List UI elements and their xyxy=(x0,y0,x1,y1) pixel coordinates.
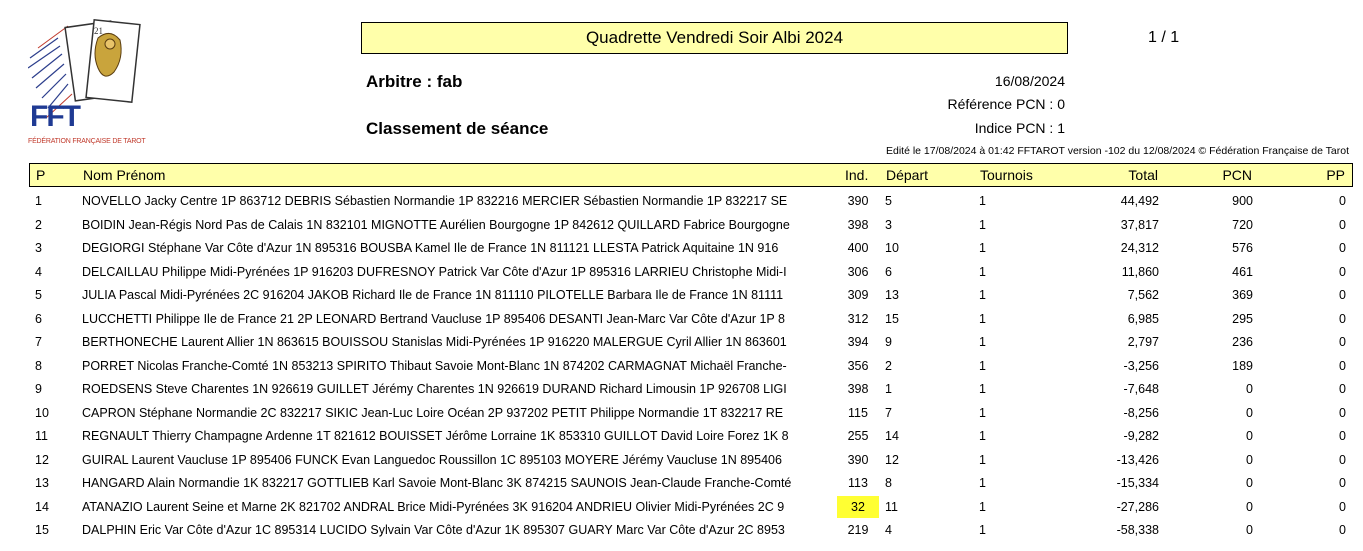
cell-rank: 1 xyxy=(35,194,42,208)
cell-indice: 219 xyxy=(847,523,869,537)
cell-tournois: 1 xyxy=(979,358,986,373)
cell-rank: 2 xyxy=(35,217,42,232)
cell-total: -3,256 xyxy=(1123,358,1159,373)
cell-rank: 15 xyxy=(35,523,49,537)
cell-indice: 390 xyxy=(847,452,869,467)
cell-rank: 12 xyxy=(35,452,49,467)
svg-text:21: 21 xyxy=(94,26,103,36)
cell-pcn: 295 xyxy=(1232,311,1253,326)
cell-tournois: 1 xyxy=(979,217,986,232)
cell-rank: 5 xyxy=(35,288,42,302)
cell-tournois: 1 xyxy=(979,452,986,467)
cell-pp: 0 xyxy=(1339,217,1346,232)
cell-team: DELCAILLAU Philippe Midi-Pyrénées 1P 916203 DUFRESNOY Patrick Var Côte d'Azur 1P 895316 LARRIEU Christophe Midi-I xyxy=(82,264,787,279)
cell-pp: 0 xyxy=(1339,429,1346,443)
col-header-p: P xyxy=(36,167,46,183)
cell-pp: 0 xyxy=(1339,523,1346,537)
col-header-depart: Départ xyxy=(886,167,929,183)
cell-pp: 0 xyxy=(1339,311,1346,326)
cell-tournois: 1 xyxy=(979,288,986,302)
cell-pp: 0 xyxy=(1339,358,1346,373)
table-row xyxy=(29,402,1353,426)
cell-rank: 10 xyxy=(35,405,49,420)
col-header-tournois: Tournois xyxy=(980,167,1033,183)
cell-total: 7,562 xyxy=(1127,288,1159,302)
table-row xyxy=(29,190,1353,214)
cell-total: -7,648 xyxy=(1123,382,1159,396)
cell-tournois: 1 xyxy=(979,405,986,420)
cell-indice: 398 xyxy=(847,217,869,232)
cell-tournois: 1 xyxy=(979,499,986,514)
cell-rank: 3 xyxy=(35,241,42,255)
cell-team: DALPHIN Eric Var Côte d'Azur 1C 895314 LUCIDO Sylvain Var Côte d'Azur 1K 895307 GUARY Marc Var Côte d'Azur 2C 8953 xyxy=(82,523,785,537)
cell-tournois: 1 xyxy=(979,241,986,255)
cell-total: 2,797 xyxy=(1127,335,1159,349)
table-row xyxy=(29,425,1353,449)
table-row xyxy=(29,378,1353,402)
cell-tournois: 1 xyxy=(979,264,986,279)
cell-rank: 8 xyxy=(35,358,42,373)
cell-depart: 11 xyxy=(885,499,898,514)
cell-team: BERTHONECHE Laurent Allier 1N 863615 BOUISSOU Stanislas Midi-Pyrénées 1P 916220 MALERGUE Cyril Allier 1N 863601 xyxy=(82,335,787,349)
table-row xyxy=(29,214,1353,238)
cell-depart: 4 xyxy=(885,523,892,537)
cell-indice: 113 xyxy=(848,476,868,490)
cell-team: REGNAULT Thierry Champagne Ardenne 1T 821612 BOUISSET Jérôme Lorraine 1K 853310 GUILLOT David Loire Forez 1K 8 xyxy=(82,429,789,443)
cell-total: 11,860 xyxy=(1121,264,1159,279)
cell-team: PORRET Nicolas Franche-Comté 1N 853213 SPIRITO Thibaut Savoie Mont-Blanc 1N 874202 CARMAGNAT Michaël Franche- xyxy=(82,358,787,373)
cell-pcn: 720 xyxy=(1232,217,1253,232)
cell-total: 44,492 xyxy=(1120,194,1159,208)
cell-pcn: 0 xyxy=(1246,429,1253,443)
cell-pp: 0 xyxy=(1339,241,1346,255)
cell-pcn: 576 xyxy=(1232,241,1253,255)
table-row xyxy=(29,331,1353,355)
cell-tournois: 1 xyxy=(979,194,986,208)
cell-team: GUIRAL Laurent Vaucluse 1P 895406 FUNCK Evan Languedoc Roussillon 1C 895103 MOYERE Jérémy Vaucluse 1N 895406 xyxy=(82,452,782,467)
cell-pp: 0 xyxy=(1339,476,1346,490)
cell-pcn: 0 xyxy=(1246,476,1253,490)
cell-indice: 356 xyxy=(847,358,869,373)
cell-indice: 309 xyxy=(847,288,869,302)
cell-rank: 14 xyxy=(35,499,49,514)
session-date: 16/08/2024 xyxy=(994,73,1065,89)
table-row xyxy=(29,472,1353,496)
table-row xyxy=(29,237,1353,261)
edit-info: Edité le 17/08/2024 à 01:42 FFTAROT version -102 du 12/08/2024 © Fédération Française de Tarot xyxy=(885,145,1349,157)
fft-letters xyxy=(30,100,79,134)
cell-depart: 9 xyxy=(885,335,892,349)
cell-rank: 9 xyxy=(35,382,42,396)
cell-pp: 0 xyxy=(1339,382,1346,396)
cell-pp: 0 xyxy=(1339,452,1346,467)
reference-pcn: Référence PCN : 0 xyxy=(947,96,1065,112)
cell-depart: 13 xyxy=(885,288,899,302)
cell-tournois: 1 xyxy=(979,429,986,443)
cell-depart: 2 xyxy=(885,358,892,373)
cell-tournois: 1 xyxy=(979,311,986,326)
logo-caption: FÉDÉRATION FRANÇAISE DE TAROT xyxy=(28,138,146,145)
cell-pcn: 236 xyxy=(1232,335,1253,349)
col-header-ind: Ind. xyxy=(845,167,869,183)
cell-pp: 0 xyxy=(1339,499,1346,514)
cell-team: DEGIORGI Stéphane Var Côte d'Azur 1N 895316 BOUSBA Kamel Ile de France 1N 811121 LLESTA Patrick Aquitaine 1N 916 xyxy=(82,241,779,255)
cell-indice: 394 xyxy=(847,335,869,349)
cell-team: ROEDSENS Steve Charentes 1N 926619 GUILLET Jérémy Charentes 1N 926619 DURAND Richard Limousin 1P 926708 LIGI xyxy=(82,382,787,396)
cell-tournois: 1 xyxy=(979,476,986,490)
cell-depart: 7 xyxy=(885,405,892,420)
table-row xyxy=(29,355,1353,379)
cell-depart: 1 xyxy=(885,382,892,396)
arbitre-label: Arbitre : fab xyxy=(366,72,463,91)
cell-team: BOIDIN Jean-Régis Nord Pas de Calais 1N 832101 MIGNOTTE Aurélien Bourgogne 1P 842612 QUILLARD Fabrice Bourgogne xyxy=(82,217,790,232)
cell-total: 6,985 xyxy=(1127,311,1159,326)
col-header-pp: PP xyxy=(1326,167,1345,183)
cell-pcn: 189 xyxy=(1232,358,1253,373)
indice-pcn: Indice PCN : 1 xyxy=(974,120,1065,136)
cell-pp: 0 xyxy=(1339,264,1346,279)
cell-depart: 6 xyxy=(885,264,892,279)
col-header-nom: Nom Prénom xyxy=(83,167,166,183)
cell-team: LUCCHETTI Philippe Ile de France 21 2P LEONARD Bertrand Vaucluse 1P 895406 DESANTI Jean-Marc Var Côte d'Azur 1P 8 xyxy=(82,311,785,326)
table-row xyxy=(29,261,1353,285)
col-header-pcn: PCN xyxy=(1222,167,1252,183)
cell-pcn: 0 xyxy=(1246,523,1253,537)
col-header-total: Total xyxy=(1128,167,1158,183)
cell-rank: 7 xyxy=(35,335,42,349)
cell-indice: 312 xyxy=(847,311,869,326)
cell-tournois: 1 xyxy=(979,382,986,396)
cell-depart: 12 xyxy=(885,452,899,467)
table-row xyxy=(29,308,1353,332)
table-header xyxy=(29,163,1353,187)
cell-tournois: 1 xyxy=(979,523,986,537)
cell-depart: 10 xyxy=(885,241,899,255)
cell-pcn: 369 xyxy=(1232,288,1253,302)
fft-logo xyxy=(28,18,148,150)
cell-rank: 11 xyxy=(35,429,48,443)
cell-pp: 0 xyxy=(1339,194,1346,208)
cell-depart: 3 xyxy=(885,217,892,232)
cell-team: JULIA Pascal Midi-Pyrénées 2C 916204 JAKOB Richard Ile de France 1N 811110 PILOTELLE Barbara Ile de France 1N 81111 xyxy=(82,288,784,302)
cell-pcn: 0 xyxy=(1246,499,1253,514)
cell-team: HANGARD Alain Normandie 1K 832217 GOTTLIEB Karl Savoie Mont-Blanc 3K 874215 SAUNOIS Jean-Claude Franche-Comté xyxy=(82,476,792,490)
table-row xyxy=(29,496,1353,520)
cell-pp: 0 xyxy=(1339,405,1346,420)
cell-team: ATANAZIO Laurent Seine et Marne 2K 821702 ANDRAL Brice Midi-Pyrénées 3K 916204 ANDRIEU Olivier Midi-Pyrénées 2C 9 xyxy=(82,499,785,514)
table-row xyxy=(29,284,1353,308)
cell-indice: 390 xyxy=(847,194,869,208)
cell-total: -58,338 xyxy=(1116,523,1159,537)
cell-depart: 8 xyxy=(885,476,892,490)
cell-rank: 13 xyxy=(35,476,49,490)
cell-indice: 398 xyxy=(847,382,869,396)
cell-indice: 115 xyxy=(848,405,868,420)
cell-total: -27,286 xyxy=(1116,499,1159,514)
page-number: 1 / 1 xyxy=(1148,29,1180,46)
cell-depart: 5 xyxy=(885,194,892,208)
cell-indice: 306 xyxy=(847,264,869,279)
cell-rank: 6 xyxy=(35,311,42,326)
cell-total: -9,282 xyxy=(1123,429,1159,443)
cell-rank: 4 xyxy=(35,264,42,279)
cell-depart: 14 xyxy=(885,429,899,443)
cell-total: -13,426 xyxy=(1116,452,1159,467)
cell-pcn: 0 xyxy=(1246,405,1253,420)
table-row xyxy=(29,449,1353,473)
cell-pcn: 900 xyxy=(1232,194,1253,208)
fft-letters-text: FFT xyxy=(30,100,79,133)
cell-pcn: 0 xyxy=(1246,382,1253,396)
cell-total: -8,256 xyxy=(1123,405,1159,420)
cell-pcn: 0 xyxy=(1246,452,1253,467)
cell-total: -15,334 xyxy=(1116,476,1159,490)
cell-pp: 0 xyxy=(1339,288,1346,302)
cell-indice: 400 xyxy=(847,241,869,255)
cell-total: 37,817 xyxy=(1120,217,1159,232)
classement-heading: Classement de séance xyxy=(366,119,549,138)
cell-team: CAPRON Stéphane Normandie 2C 832217 SIKIC Jean-Luc Loire Océan 2P 937202 PETIT Philippe Normandie 1T 832217 RE xyxy=(82,405,784,420)
cell-pcn: 461 xyxy=(1232,264,1253,279)
cell-pp: 0 xyxy=(1339,335,1346,349)
cell-indice: 255 xyxy=(847,429,869,443)
cell-team: NOVELLO Jacky Centre 1P 863712 DEBRIS Sébastien Normandie 1P 832216 MERCIER Sébastien Normandie 1P 832217 SE xyxy=(82,194,788,208)
table-row xyxy=(29,519,1353,543)
page-title: Quadrette Vendredi Soir Albi 2024 xyxy=(361,22,1068,54)
cell-tournois: 1 xyxy=(979,335,986,349)
cell-total: 24,312 xyxy=(1120,241,1159,255)
cell-indice: 32 xyxy=(837,496,879,518)
cell-depart: 15 xyxy=(885,311,899,326)
